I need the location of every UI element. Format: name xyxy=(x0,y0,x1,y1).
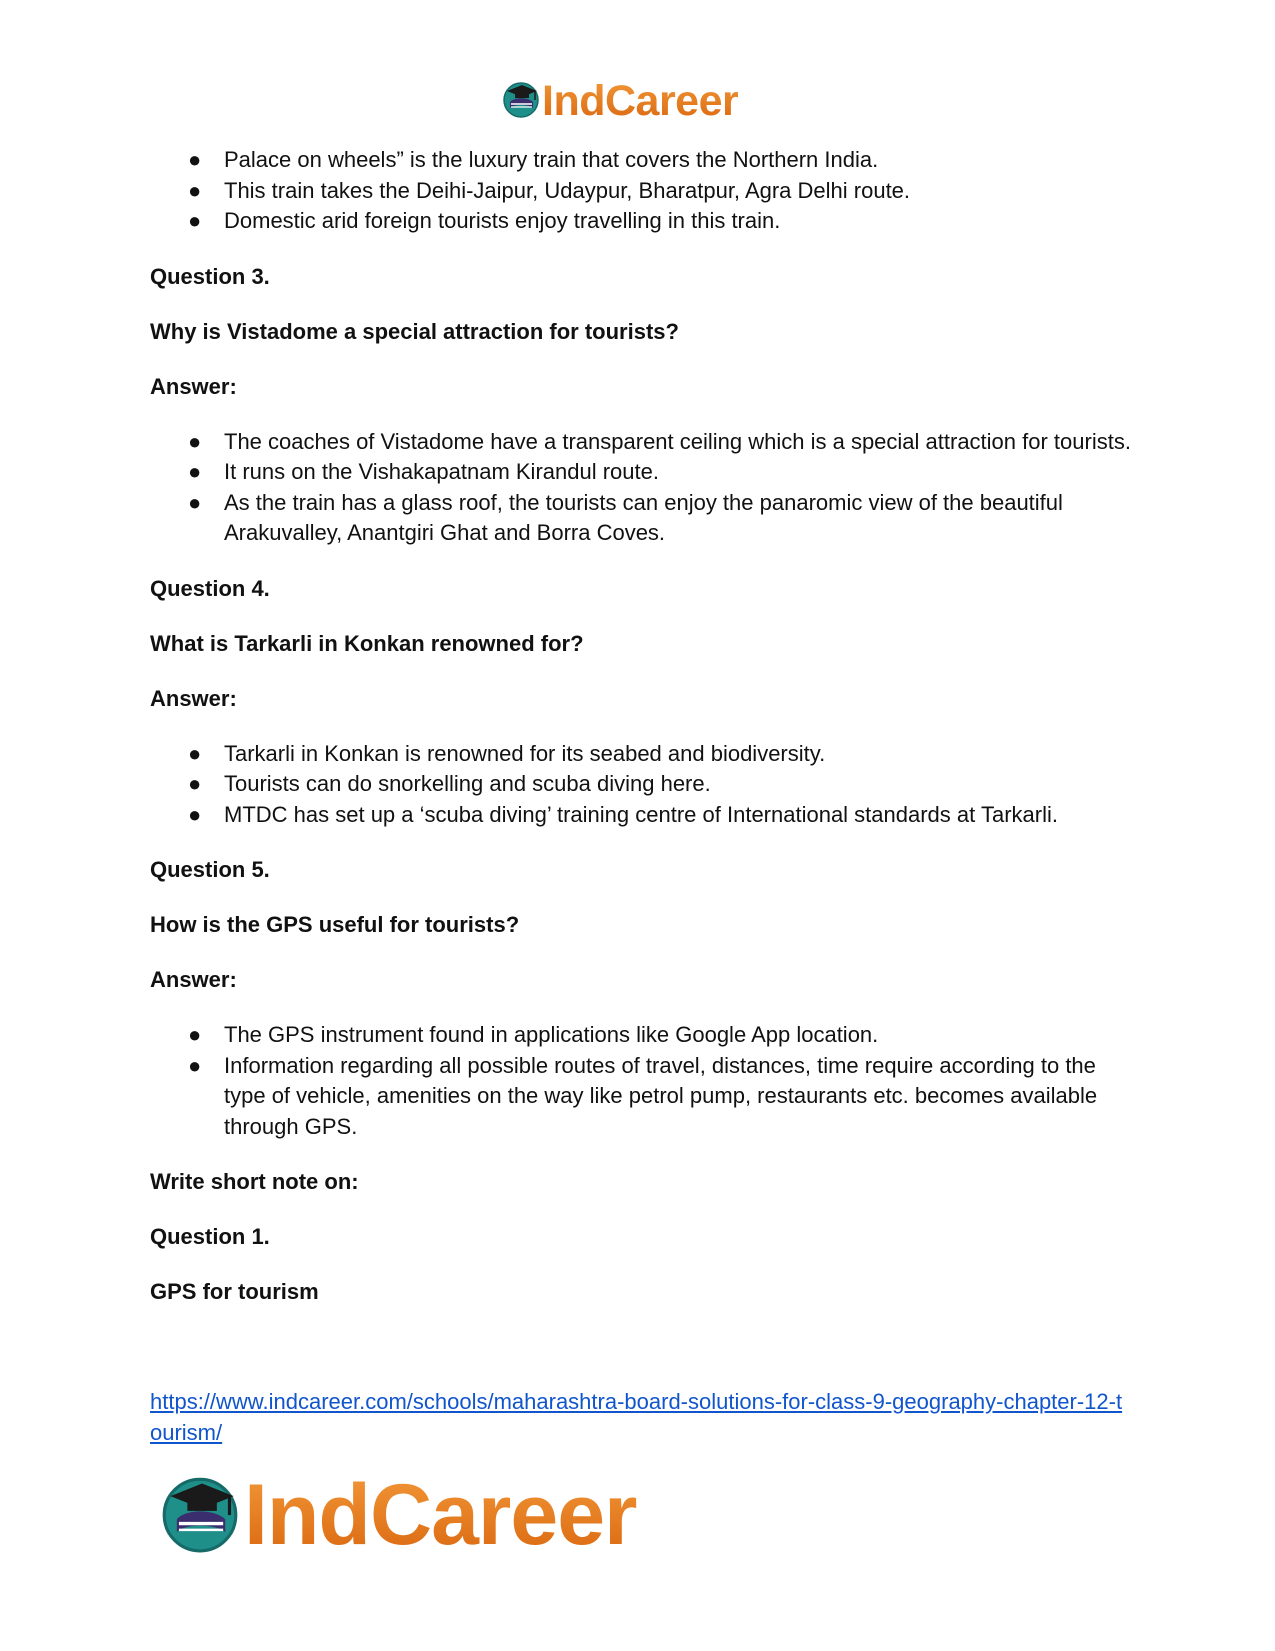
question-text: GPS for tourism xyxy=(150,1279,319,1304)
list-item: ● Domestic arid foreign tourists enjoy travelling in this train. xyxy=(150,206,1140,237)
list-item: ● The coaches of Vistadome have a transparent ceiling which is a special attraction for tourists. xyxy=(150,427,1140,458)
bullet-icon: ● xyxy=(188,489,202,515)
question-label: Question 4. xyxy=(150,575,270,601)
list-item: ● MTDC has set up a ‘scuba diving’ training centre of International standards at Tarkarli. xyxy=(150,800,1140,831)
list-item: ● Information regarding all possible routes of travel, distances, time require according to the type of vehicle, amenities on the way like petrol pump, restaurants etc. becomes available through GPS. xyxy=(188,1052,1098,1139)
source-link[interactable]: https://www.indcareer.com/schools/maharashtra-board-solutions-for-class-9-geography-chapter-12-tourism/ xyxy=(150,1389,1123,1445)
list-item: ● Tourists can do snorkelling and scuba diving here. xyxy=(150,769,1140,800)
bullet-icon: ● xyxy=(188,459,202,484)
bullet-icon: ● xyxy=(188,177,202,203)
question-text: What is Tarkarli in Konkan renowned for? xyxy=(150,630,584,656)
list-item: ● The GPS instrument found in applications like Google App location. xyxy=(150,1020,1140,1051)
bullet-icon: ● xyxy=(188,1022,202,1047)
bullet-icon: ● xyxy=(188,771,202,796)
answer-label: Answer: xyxy=(150,685,237,711)
list-item: ● This train takes the Deihi-Jaipur, Udaypur, Bharatpur, Agra Delhi route. xyxy=(150,176,1140,207)
question-text: How is the GPS useful for tourists? xyxy=(150,912,520,937)
bullet-icon: ● xyxy=(188,428,202,454)
answer-bullet-list xyxy=(150,1020,1140,1142)
list-item: ● Tarkarli in Konkan is renowned for its seabed and biodiversity. xyxy=(150,739,1140,770)
graduation-cap-globe-icon xyxy=(502,80,540,123)
section-heading: Write short note on: xyxy=(150,1169,359,1194)
list-item: ● It runs on the Vishakapatnam Kirandul route. xyxy=(150,457,1140,488)
header-logo[interactable] xyxy=(502,76,738,126)
bullet-icon: ● xyxy=(188,208,202,233)
bullet-icon: ● xyxy=(188,1052,202,1078)
graduation-cap-globe-icon xyxy=(160,1473,240,1558)
answer-label: Answer: xyxy=(150,967,237,992)
answer-bullet-list xyxy=(150,427,1140,549)
list-item: ● Palace on wheels” is the luxury train that covers the Northern India. xyxy=(150,145,1140,176)
bullet-icon: ● xyxy=(188,740,202,766)
logo-wordmark: IndCareer xyxy=(542,77,739,125)
intro-bullet-list xyxy=(150,145,1140,237)
list-item: ● As the train has a glass roof, the tourists can enjoy the panaromic view of the beautiful Arakuvalley, Anantgiri Ghat and Borra Coves. xyxy=(188,489,1063,545)
answer-label: Answer: xyxy=(150,373,237,399)
question-label: Question 1. xyxy=(150,1224,270,1249)
logo-wordmark: IndCareer xyxy=(244,1467,637,1563)
question-label: Question 3. xyxy=(150,263,270,289)
question-text: Why is Vistadome a special attraction for tourists? xyxy=(150,318,679,344)
question-label: Question 5. xyxy=(150,857,270,882)
answer-bullet-list xyxy=(150,739,1140,831)
bullet-icon: ● xyxy=(188,147,202,172)
bullet-icon: ● xyxy=(188,801,202,827)
footer-logo[interactable] xyxy=(160,1465,637,1565)
main-content xyxy=(150,145,1140,1307)
